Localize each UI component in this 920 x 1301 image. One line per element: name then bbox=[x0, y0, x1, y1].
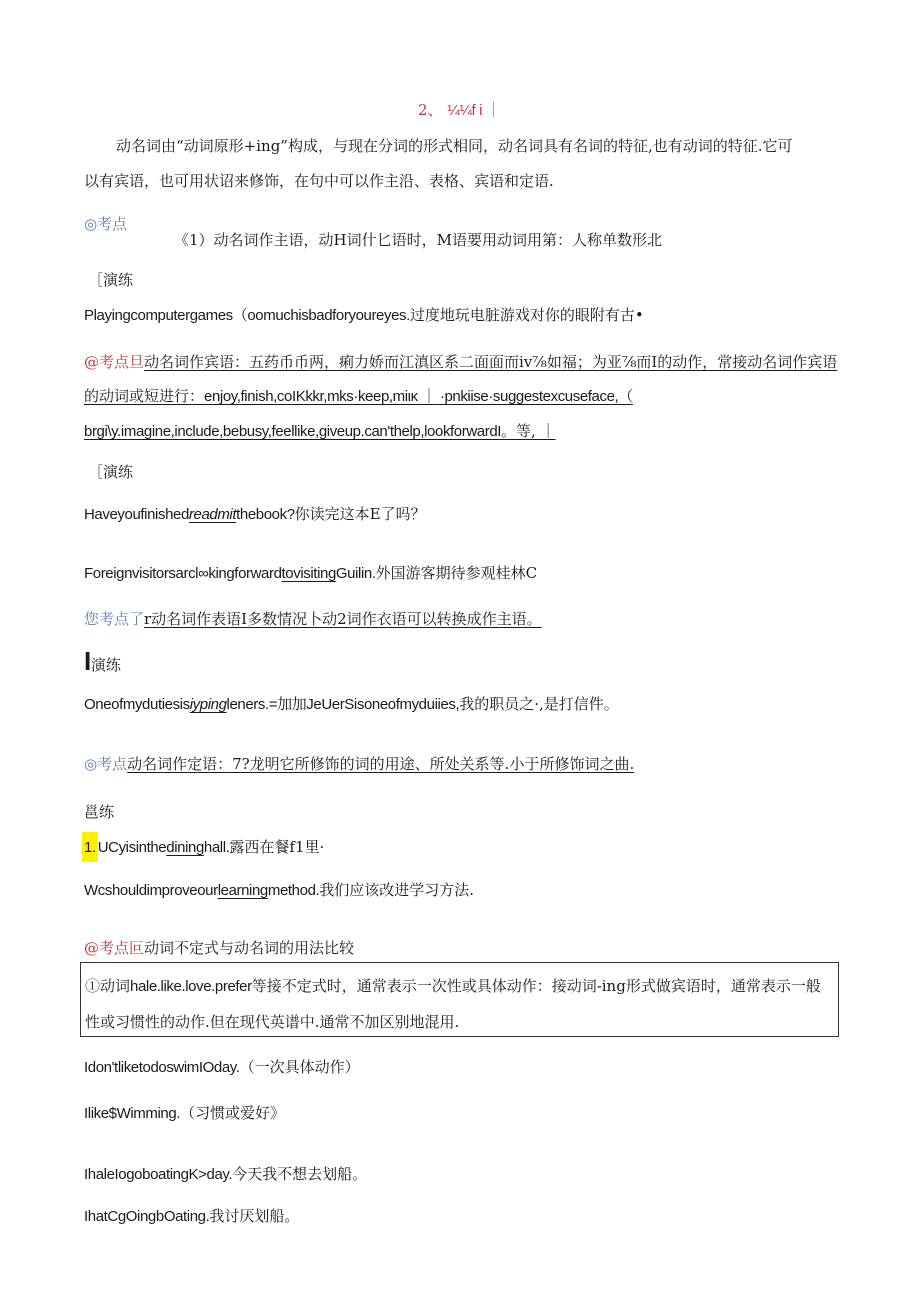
box-line1-verbs: hale.like.love.prefer bbox=[130, 978, 252, 995]
point4-example-2 bbox=[84, 880, 474, 901]
comparison-box-line-1 bbox=[85, 976, 821, 997]
point2-ex1-zh: 你读完这本E了吗？ bbox=[294, 505, 426, 523]
point4-text: 动名词作定语：7?龙明它所修饰的词的用途、所处关系等.小于所修饰词之曲. bbox=[127, 755, 635, 773]
example-2-en: Ilike$Wimming. bbox=[84, 1105, 181, 1122]
example-3-zh: 今天我不想去划船。 bbox=[232, 1165, 368, 1183]
point4-ex2-post: method. bbox=[267, 882, 320, 899]
point2-ex1-pre: Haveyoufinished bbox=[84, 506, 189, 523]
example-1-zh: （一次具体动作） bbox=[239, 1058, 360, 1076]
point2-label: @考点旦 bbox=[84, 353, 145, 371]
example-2-zh: （习惯或爱好》 bbox=[180, 1104, 286, 1122]
box-line1-rest: 等接不定式时，通常表示一次性或具体动作：接动词-ing形式做宾语时，通常表示一般 bbox=[251, 977, 821, 995]
point3-ex-pre: Oneofmydutiesis bbox=[84, 696, 190, 713]
example-3-en: IhaleIogoboatingK>day. bbox=[84, 1166, 233, 1183]
point2-ex2-post: Guilin. bbox=[335, 565, 376, 582]
point4-ex1-zh: 露西在餐f1里· bbox=[229, 838, 325, 856]
box-line1-prefix: ①动词 bbox=[85, 977, 131, 995]
example-4-zh: 我讨厌划船。 bbox=[209, 1207, 300, 1225]
point2-ex2-underlined: tovisiting bbox=[281, 565, 336, 582]
point3-ex-zh: 我的职员之·,是打信件。 bbox=[459, 695, 619, 713]
point3-practice-heading bbox=[84, 648, 121, 675]
point4-line bbox=[84, 754, 634, 774]
point2-text-line-1: 动名词作宾语：五药币币两，痢力娇而江滇区系二面面而ⅳ⅞如福；为亚⅞而I的动作，常接动名词作宾语 bbox=[144, 353, 838, 371]
point1-text: 《1）动名词作主语，动H词什匕语时，M语要用动词用第：人称单数形北 bbox=[174, 231, 662, 249]
point2-example-1 bbox=[84, 504, 426, 525]
point4-ex2-zh: 我们应该改进学习方法. bbox=[319, 881, 475, 899]
comparison-box-line-2: 性或习惯性的动作.但在现代英谱中.通常不加区别地混用. bbox=[85, 1013, 460, 1031]
point2-practice-label: ［演练 bbox=[88, 463, 134, 481]
point2-line-3 bbox=[84, 421, 556, 442]
point1-example-en: Playingcomputergames（oomuchisbadforyoureyes. bbox=[84, 307, 410, 324]
point4-ex1-underlined: dining bbox=[166, 839, 204, 856]
point1-example bbox=[84, 305, 644, 326]
point1-example-zh: 过度地玩电脏游戏对你的眼附有古• bbox=[409, 306, 644, 324]
example-sentence-2 bbox=[84, 1103, 285, 1124]
point5-label: @考点叵 bbox=[84, 939, 145, 957]
example-4-en: IhatCgOingbOating. bbox=[84, 1208, 210, 1225]
point1-label: ◎考点 bbox=[84, 215, 128, 233]
point2-ex2-zh: 外国游客期待参观桂林C bbox=[375, 564, 538, 582]
point4-label: ◎考点 bbox=[84, 755, 128, 773]
point3-label: 您考点了 bbox=[84, 610, 145, 628]
point4-ex1-pre: UCyisinthe bbox=[97, 839, 167, 856]
intro-line-1: 动名词由“动词原形+ing”构成，与现在分词的形式相同，动名词具有名词的特征,也有动词的特征.它可 bbox=[116, 137, 793, 155]
point4-ex1-number: 1. bbox=[82, 832, 98, 862]
point3-line bbox=[84, 609, 542, 629]
point2-text-line-2-zh: 的动词或短进行： bbox=[84, 387, 205, 405]
section-title: ¼¼f i ｜ bbox=[447, 102, 501, 119]
point5-text: 动词不定式与动名词的用法比较 bbox=[144, 939, 355, 957]
section-heading bbox=[418, 100, 500, 121]
example-sentence-1 bbox=[84, 1057, 360, 1078]
example-sentence-3 bbox=[84, 1164, 367, 1185]
point4-example-1 bbox=[82, 832, 324, 862]
point3-practice-label: 演练 bbox=[90, 656, 121, 674]
point4-practice-label: 邕练 bbox=[84, 803, 115, 821]
point3-ex-underlined: iyping bbox=[189, 696, 227, 713]
point2-ex2-pre: Foreignvisitorsarcl∞kingforward bbox=[84, 565, 282, 582]
example-1-en: Idon'tliketodoswimIOday. bbox=[84, 1059, 240, 1076]
point1-practice-label: ［演练 bbox=[88, 271, 134, 289]
point2-example-2 bbox=[84, 563, 537, 584]
point2-line-2 bbox=[84, 386, 633, 407]
intro-paragraph bbox=[84, 129, 844, 199]
point4-ex1-post: hall. bbox=[203, 839, 230, 856]
point3-ex-post: leners.=加加JeUerSisoneofmyduiies, bbox=[226, 696, 460, 713]
section-number: 2、 bbox=[418, 101, 443, 119]
point3-text: r动名词作表语I多数情况卜动2词作衣语可以转换成作主语。 bbox=[144, 610, 542, 628]
point4-ex2-underlined: learning bbox=[217, 882, 268, 899]
point2-text-line-3-zh: 。等, ｜ bbox=[501, 422, 556, 440]
point3-practice-bar: I bbox=[84, 646, 91, 676]
point2-text-line-3-en: brgi\y.imagine,include,bebusy,feellike,giveup.can'thelp,lookforwardI bbox=[84, 423, 502, 440]
point5-line bbox=[84, 938, 354, 958]
intro-line-2: 以有宾语，也可用状诏来修饰，在句中可以作主沿、表格、宾语和定语. bbox=[84, 172, 554, 190]
example-sentence-4 bbox=[84, 1206, 299, 1227]
comparison-box bbox=[80, 962, 839, 1037]
point2-line-1 bbox=[84, 352, 837, 372]
point2-ex1-underlined: readmit bbox=[188, 506, 237, 523]
point4-ex2-pre: Wcshouldimproveour bbox=[84, 882, 218, 899]
point2-ex1-post: thebook? bbox=[236, 506, 295, 523]
point2-text-line-2-en: enjoy,finish,coIKkkr,mks·keep,miικ ｜ ·pnkiise·suggestexcuseface,（ bbox=[204, 388, 633, 405]
point3-example bbox=[84, 694, 619, 715]
